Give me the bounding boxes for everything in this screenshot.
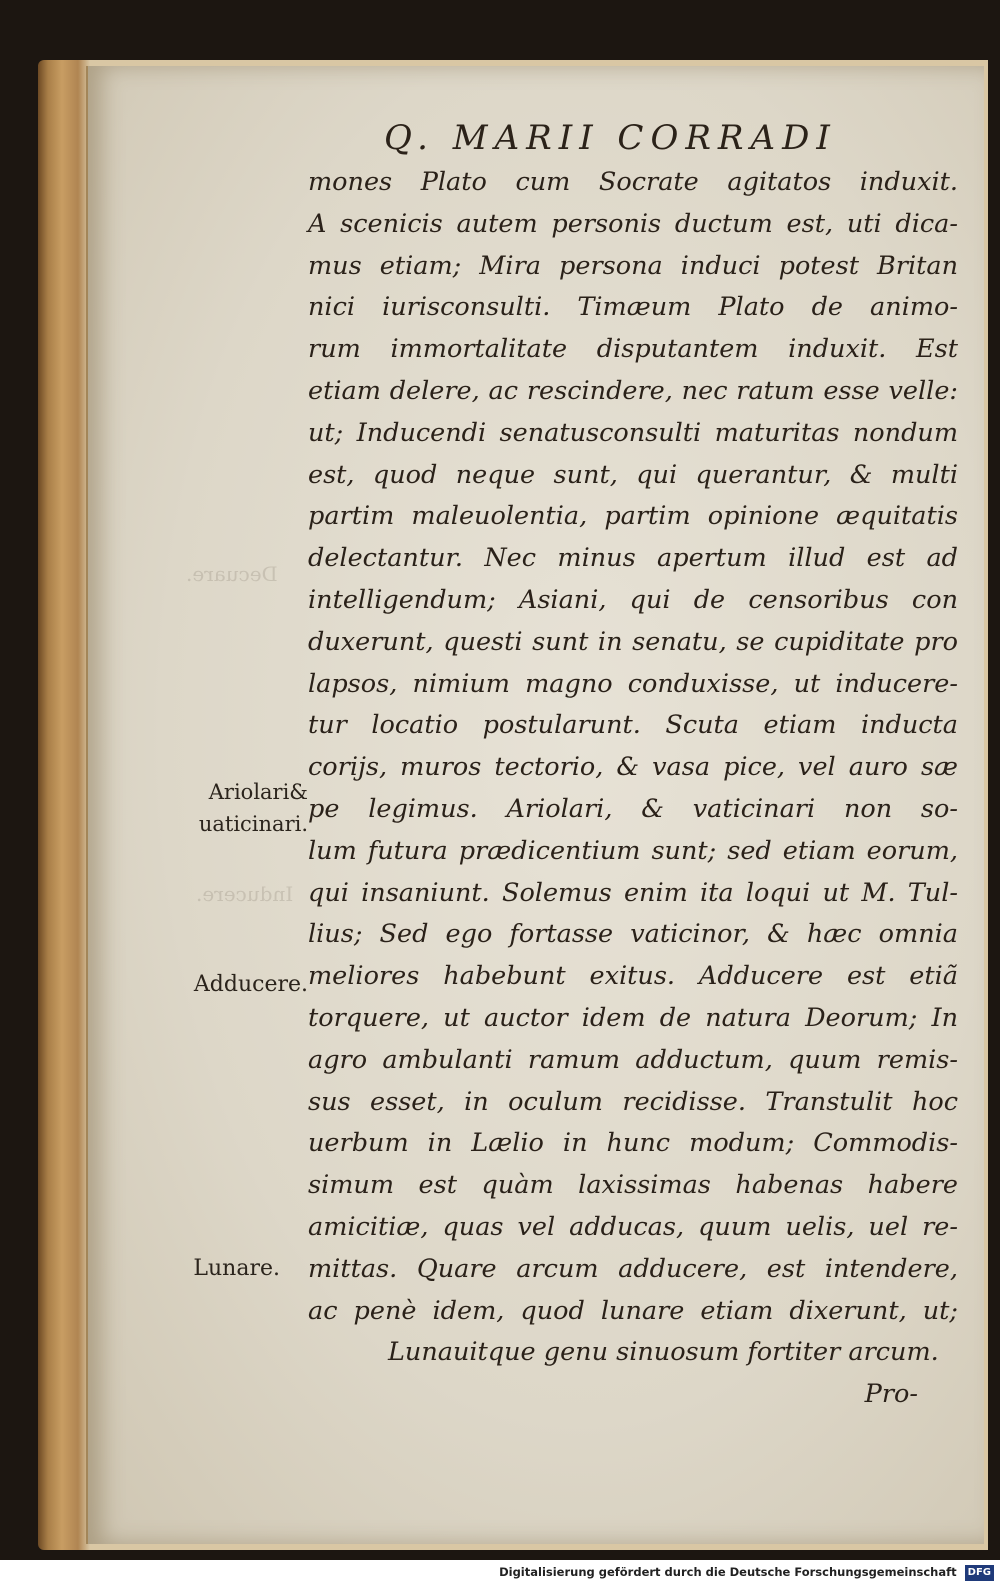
text-line: uerbum in Lælio in hunc modum; Commodis- xyxy=(308,1128,958,1159)
text-line: pe legimus. Ariolari, & vaticinari non so- xyxy=(308,793,958,824)
text-line: tur locatio postularunt. Scuta etiam inducta xyxy=(308,710,958,741)
text-line: torquere, ut auctor idem de natura Deorum; In xyxy=(308,1002,958,1033)
margin-note-adducere: Adducere. xyxy=(193,972,308,997)
text-line: etiam delere, ac rescindere, nec ratum esse velle: xyxy=(308,375,958,406)
show-through-text: Inducere. xyxy=(196,882,294,906)
text-line: delectantur. Nec minus apertum illud est ad xyxy=(308,543,958,574)
text-line: simum est quàm laxissimas habenas habere xyxy=(308,1170,958,1201)
text-line: sus esset, in oculum recidisse. Transtulit hoc xyxy=(308,1086,958,1117)
text-line: corijs, muros tectorio, & vasa pice, vel auro sæ xyxy=(308,752,958,783)
text-line: agro ambulanti ramum adductum, quum remis- xyxy=(308,1044,958,1075)
text-line: qui insaniunt. Solemus enim ita loqui ut M. Tul- xyxy=(308,877,958,908)
footer-bar xyxy=(0,1560,1000,1584)
text-line: meliores habebunt exitus. Adducere est etiã xyxy=(308,961,958,992)
text-line: lius; Sed ego fortasse vaticinor, & hæc omnia xyxy=(308,919,958,950)
text-line: rum immortalitate disputantem induxit. Est xyxy=(308,334,958,365)
footer-credit: Digitalisierung gefördert durch die Deutsche Forschungsgemeinschaft xyxy=(499,1565,957,1579)
text-line: mones Plato cum Socrate agitatos induxit. xyxy=(308,167,958,197)
dfg-logo-icon: DFG xyxy=(965,1565,994,1581)
margin-note-vaticinari: uaticinari. xyxy=(198,812,308,836)
text-line: lum futura prædicentium sunt; sed etiam eorum, xyxy=(308,835,958,866)
text-line: mus etiam; Mira persona induci potest Britan xyxy=(308,250,958,281)
show-through-text: Decuare. xyxy=(186,562,278,586)
text-line: partim maleuolentia, partim opinione æquitatis xyxy=(308,501,958,532)
text-line: est, quod neque sunt, qui querantur, & multi xyxy=(308,459,958,490)
margin-note-lunare: Lunare. xyxy=(193,1256,280,1281)
text-line: mittas. Quare arcum adducere, est intendere, xyxy=(308,1253,958,1284)
text-line: lapsos, nimium magno conduxisse, ut inducere- xyxy=(308,668,958,699)
text-line: ac penè idem, quod lunare etiam dixerunt, ut; xyxy=(308,1295,958,1326)
main-text xyxy=(308,162,958,1416)
text-line: Lunauitque genu sinuosum fortiter arcum. xyxy=(388,1337,939,1368)
text-line: ut; Inducendi senatusconsulti maturitas nondum xyxy=(308,417,958,448)
text-line: duxerunt, questi sunt in senatu, se cupiditate pro xyxy=(308,626,958,657)
margin-note-ariolari: Ariolari& xyxy=(208,780,308,804)
text-line: nici iurisconsulti. Timæum Plato de animo- xyxy=(308,292,958,323)
catchword: Pro- xyxy=(864,1379,918,1410)
text-line: amicitiæ, quas vel adducas, quum uelis, uel re- xyxy=(308,1211,958,1242)
text-line: A scenicis autem personis ductum est, uti dica- xyxy=(308,208,958,239)
text-line: intelligendum; Asiani, qui de censoribus con xyxy=(308,584,958,615)
running-head: Q. MARII CORRADI xyxy=(384,118,837,158)
